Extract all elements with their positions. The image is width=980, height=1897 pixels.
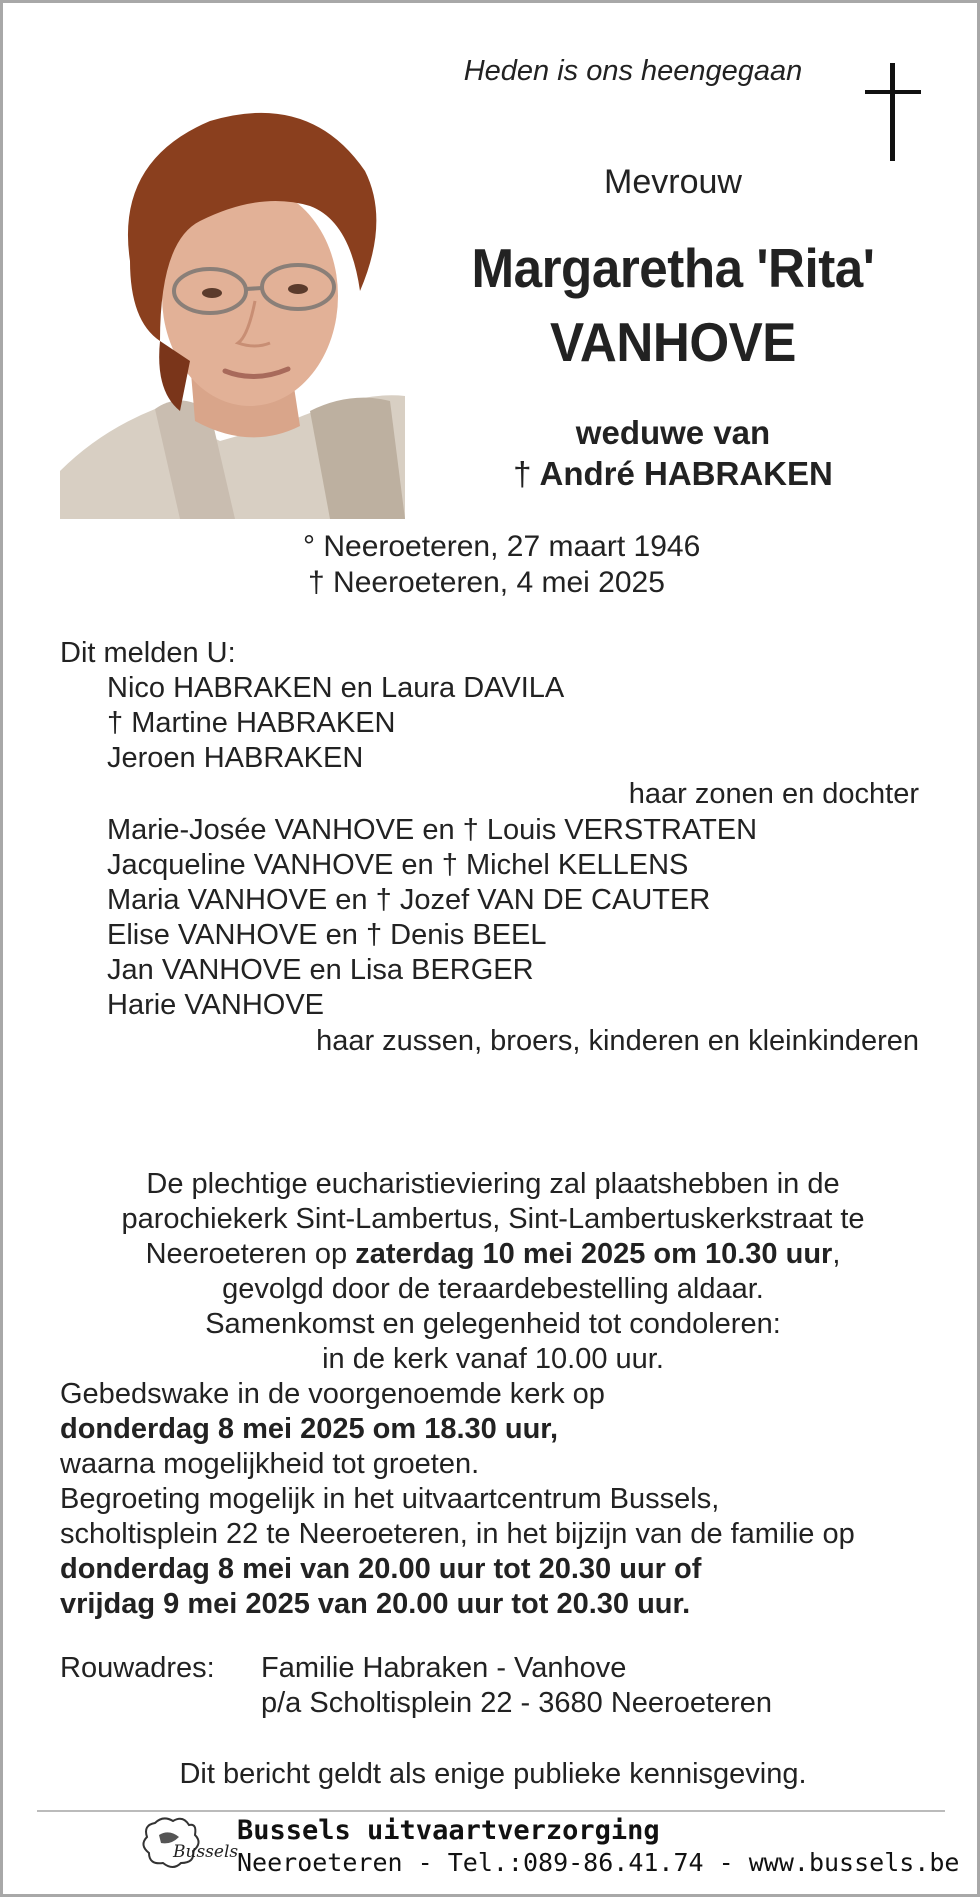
address-block: Familie Habraken - Vanhove p/a Scholtisplein 22 - 3680 Neeroeteren — [261, 1652, 773, 1719]
relation-label: haar zussen, broers, kinderen en kleinkinderen — [316, 1025, 919, 1057]
family-line: † Martine HABRAKEN — [107, 707, 396, 739]
cross-icon: † — [375, 884, 392, 916]
cross-icon: † — [365, 919, 383, 951]
cross-icon: † — [513, 455, 532, 492]
birth-line — [303, 529, 700, 565]
birth-symbol: ° — [303, 530, 315, 563]
family-line: Jacqueline VANHOVE en † Michel KELLENS — [107, 849, 689, 881]
deceased-name — [422, 231, 924, 379]
cross-icon: † — [107, 707, 124, 739]
public-notice: Dit bericht geldt als enige publieke kennisgeving. — [179, 1758, 807, 1790]
company-contact: Neeroeteren - Tel.:089-86.41.74 - www.bussels.be — [237, 1848, 960, 1877]
bussels-logo — [133, 1815, 239, 1877]
intro-text: Heden is ons heengegaan — [463, 55, 803, 87]
announcers-intro: Dit melden U: — [60, 637, 236, 669]
name-line-2: VANHOVE — [550, 311, 796, 373]
svg-text:Bussels: Bussels — [173, 1842, 239, 1862]
spouse-name: André HABRAKEN — [539, 455, 833, 492]
latin-cross-icon — [865, 63, 923, 163]
death-line — [303, 565, 700, 601]
cross-icon: † — [462, 814, 479, 846]
widow-label: weduwe van — [575, 414, 771, 451]
relation-label: haar zonen en dochter — [628, 778, 919, 810]
company-name: Bussels uitvaartverzorging — [237, 1815, 660, 1846]
spouse-line — [473, 453, 873, 494]
life-dates — [303, 529, 700, 601]
death-date: Neeroeteren, 4 mei 2025 — [333, 566, 665, 599]
address-label: Rouwadres: — [60, 1652, 215, 1684]
cross-icon: † — [308, 566, 325, 599]
widow-block — [473, 412, 873, 494]
family-line: Elise VANHOVE en † Denis BEEL — [107, 919, 547, 951]
portrait-photo — [60, 91, 405, 519]
family-line: Maria VANHOVE en † Jozef VAN DE CAUTER — [107, 884, 711, 916]
footer — [237, 1815, 959, 1879]
birth-date: Neeroeteren, 27 maart 1946 — [323, 530, 701, 563]
honorific: Mevrouw — [604, 163, 742, 201]
family-line: Nico HABRAKEN en Laura DAVILA — [107, 672, 565, 704]
service-details: De plechtige eucharistieviering zal plaatshebben in de parochiekerk Sint-Lambertus, Sint-Lambertuskerkstraat te Neeroeteren op zaterdag 10 mei 2025 om 10.30 uur, gevolgd door de teraardebestelling aldaar. Samenkomst en gelegenheid tot condoleren: in de kerk vanaf 10.00 uur. Gebedswake in de voorgenoemde kerk op donderdag 8 mei 2025 om 18.30 uur, waarna mogelijkheid tot groeten. Begroeting mogelijk in het uitvaartcentrum Bussels, scholtisplein 22 te Neeroeteren, in het bijzijn van de familie op donderdag 8 mei van 20.00 uur tot 20.30 uur of vrijdag 9 mei 2025 van 20.00 uur tot 20.30 uur. — [60, 1168, 865, 1620]
cross-icon: † — [441, 849, 458, 881]
family-line: Harie VANHOVE — [107, 989, 325, 1021]
name-line-1: Margaretha 'Rita' — [471, 237, 875, 299]
footer-divider — [37, 1810, 945, 1812]
family-line: Marie-Josée VANHOVE en † Louis VERSTRATEN — [107, 814, 758, 846]
family-line: Jan VANHOVE en Lisa BERGER — [107, 954, 534, 986]
family-line: Jeroen HABRAKEN — [107, 742, 364, 774]
